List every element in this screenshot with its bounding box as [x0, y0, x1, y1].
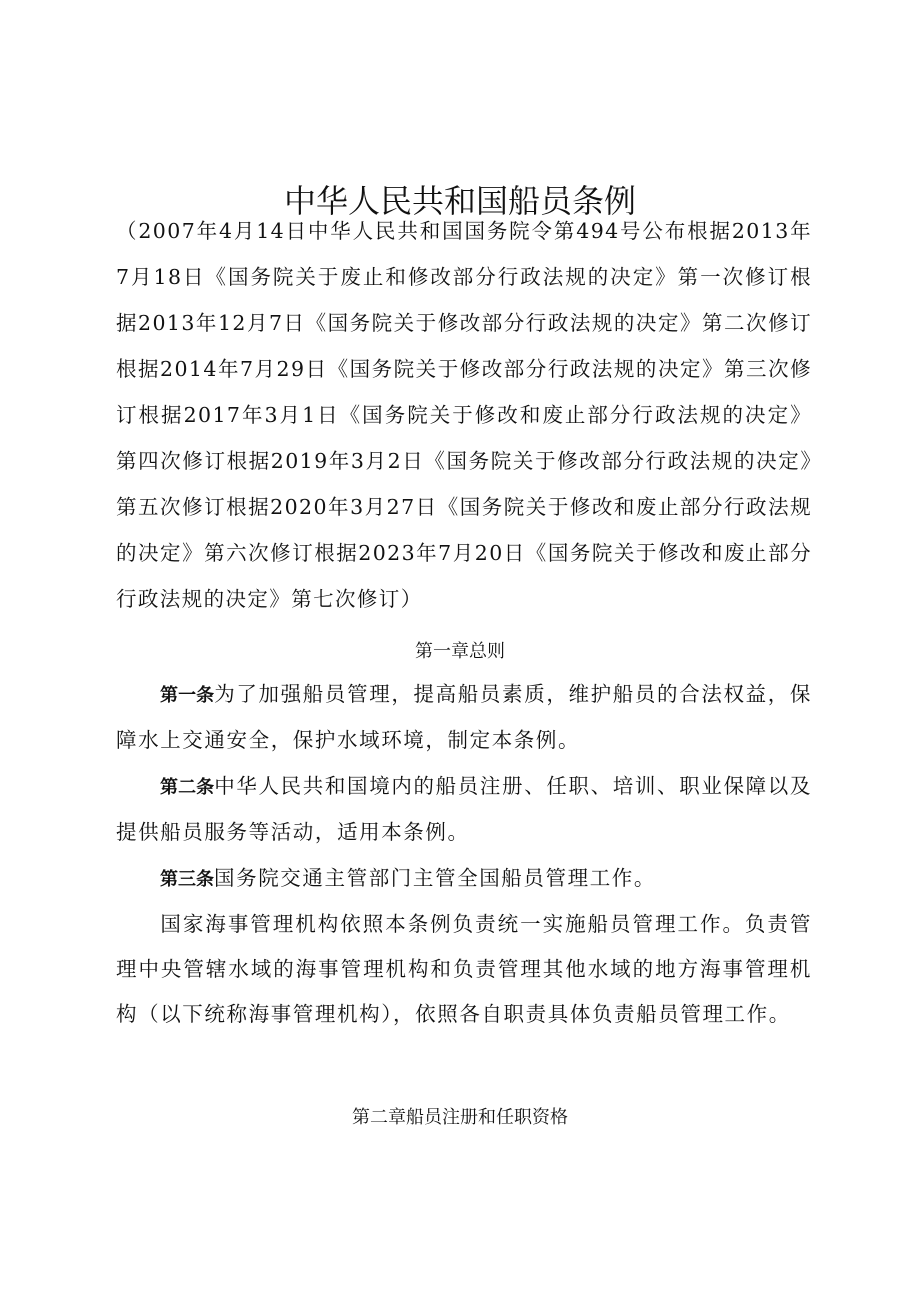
article-text: 国家海事管理机构依照本条例负责统一实施船员管理工作。负责管理中央管辖水域的海事管理机构和负责管理其他水域的地方海事管理机构（以下统称海事管理机构），依照各自职责具体负责船员管理工作。	[116, 912, 812, 1026]
article-paragraph	[116, 764, 812, 855]
revision-history: （2007年4月14日中华人民共和国国务院令第494号公布根据2013年7月18日《国务院关于废止和修改部分行政法规的决定》第一次修订根据2013年12月7日《国务院关于修改部分行政法规的决定》第二次修订根据2014年7月29日《国务院关于修改部分行政法规的决定》第三次修订根据2017年3月1日《国务院关于修改和废止部分行政法规的决定》第四次修订根据2019年3月2日《国务院关于修改部分行政法规的决定》第五次修订根据2020年3月27日《国务院关于修改和废止部分行政法规的决定》第六次修订根据2023年7月20日《国务院关于修改和废止部分行政法规的决定》第七次修订）	[116, 219, 812, 611]
article-paragraph	[116, 672, 812, 763]
article-text: 中华人民共和国境内的船员注册、任职、培训、职业保障以及提供船员服务等活动，适用本条例。	[116, 774, 813, 844]
article-text: 为了加强船员管理，提高船员素质，维护船员的合法权益，保障水上交通安全，保护水域环境，制定本条例。	[116, 682, 813, 752]
article-continuation	[116, 902, 812, 1037]
document-title: 中华人民共和国船员条例	[283, 182, 636, 221]
article-label: 第一条	[160, 685, 215, 706]
chapter-heading: 第一章总则	[415, 641, 505, 662]
chapter-heading: 第二章船员注册和任职资格	[352, 1107, 568, 1128]
article-paragraph	[116, 856, 812, 902]
article-label: 第三条	[160, 869, 214, 890]
article-label: 第二条	[160, 777, 215, 798]
article-text: 国务院交通主管部门主管全国船员管理工作。	[214, 866, 656, 890]
